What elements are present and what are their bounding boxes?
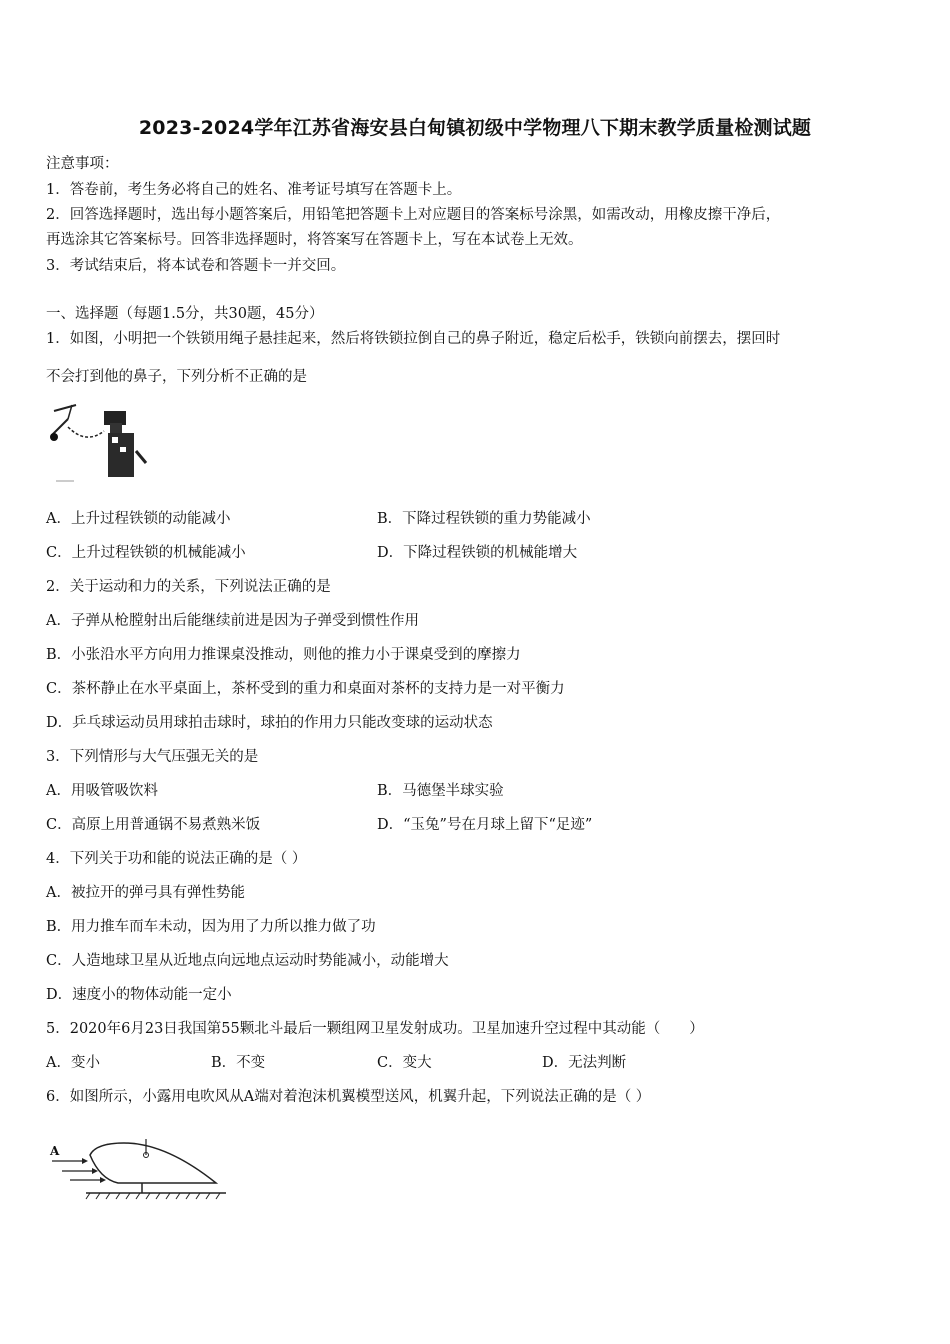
q3-stem: 3．下列情形与大气压强无关的是 (46, 749, 259, 765)
notice-heading: 注意事项： (46, 156, 119, 172)
iron-lock (50, 433, 58, 441)
notice-item: 1．答卷前，考生务必将自己的姓名、准考证号填写在答题卡上。 (46, 182, 462, 198)
section-heading: 一、选择题（每题1.5分，共30题，45分） (46, 306, 324, 322)
q2-option-c[interactable]: C．茶杯静止在水平桌面上，茶杯受到的重力和桌面对茶杯的支持力是一对平衡力 (46, 681, 565, 697)
person-body (108, 433, 134, 477)
q1-option-d[interactable]: D．下降过程铁锁的机械能增大 (377, 545, 578, 561)
wing-model-figure (46, 1135, 236, 1201)
q5-option-a[interactable]: A．变小 (46, 1055, 100, 1071)
q4-stem: 4．下列关于功和能的说法正确的是（ ） (46, 851, 307, 867)
q5-option-d[interactable]: D．无法判断 (542, 1055, 627, 1071)
q5-option-c[interactable]: C．变大 (377, 1055, 432, 1071)
foam-wing (90, 1143, 216, 1183)
q2-option-d[interactable]: D．乒乓球运动员用球拍击球时，球拍的作用力只能改变球的运动状态 (46, 715, 493, 731)
q6-stem: 6．如图所示，小露用电吹风从A端对着泡沫机翼模型送风，机翼升起，下列说法正确的是（ ） (46, 1089, 651, 1105)
q3-option-b[interactable]: B．马德堡半球实验 (377, 783, 504, 799)
q3-option-d[interactable]: D．“玉兔”号在月球上留下“足迹” (377, 817, 593, 833)
notice-item: 2．回答选择题时，选出每小题答案后，用铅笔把答题卡上对应题目的答案标号涂黑，如需改动，用橡皮擦干净后， (46, 207, 781, 223)
notice-item: 3．考试结束后，将本试卷和答题卡一并交回。 (46, 258, 346, 274)
q1-option-b[interactable]: B．下降过程铁锁的重力势能减小 (377, 511, 591, 527)
q5-stem: 5．2020年6月23日我国第55颗北斗最后一颗组网卫星发射成功。卫星加速升空过程中其动能（ ） (46, 1021, 704, 1037)
q3-option-c[interactable]: C．高原上用普通锅不易煮熟米饭 (46, 817, 261, 833)
q4-option-a[interactable]: A．被拉开的弹弓具有弹性势能 (46, 885, 245, 901)
q1-option-a[interactable]: A．上升过程铁锁的动能减小 (46, 511, 231, 527)
q2-stem: 2．关于运动和力的关系，下列说法正确的是 (46, 579, 331, 595)
notice-item: 再选涂其它答案标号。回答非选择题时，将答案写在答题卡上，写在本试卷上无效。 (46, 232, 583, 248)
person-head (104, 411, 126, 425)
iron-lock-figure (46, 401, 152, 487)
q3-option-a[interactable]: A．用吸管吸饮料 (46, 783, 158, 799)
q5-option-b[interactable]: B．不变 (211, 1055, 266, 1071)
q4-option-c[interactable]: C．人造地球卫星从近地点向远地点运动时势能减小，动能增大 (46, 953, 449, 969)
q2-option-b[interactable]: B．小张沿水平方向用力推课桌没推动，则他的推力小于课桌受到的摩擦力 (46, 647, 521, 663)
q1-stem: 1．如图，小明把一个铁锁用绳子悬挂起来，然后将铁锁拉倒自己的鼻子附近，稳定后松手，铁锁向前摆去，摆回时 (46, 331, 781, 347)
q4-option-b[interactable]: B．用力推车而车未动，因为用了力所以推力做了功 (46, 919, 376, 935)
q1-option-c[interactable]: C．上升过程铁锁的机械能减小 (46, 545, 246, 561)
figure-label-a: A (50, 1144, 60, 1158)
page-title: 2023-2024学年江苏省海安县白甸镇初级中学物理八下期末教学质量检测试题 (138, 117, 812, 139)
q1-stem-cont: 不会打到他的鼻子，下列分析不正确的是 (46, 369, 307, 385)
q4-option-d[interactable]: D．速度小的物体动能一定小 (46, 987, 232, 1003)
q2-option-a[interactable]: A．子弹从枪膛射出后能继续前进是因为子弹受到惯性作用 (46, 613, 419, 629)
